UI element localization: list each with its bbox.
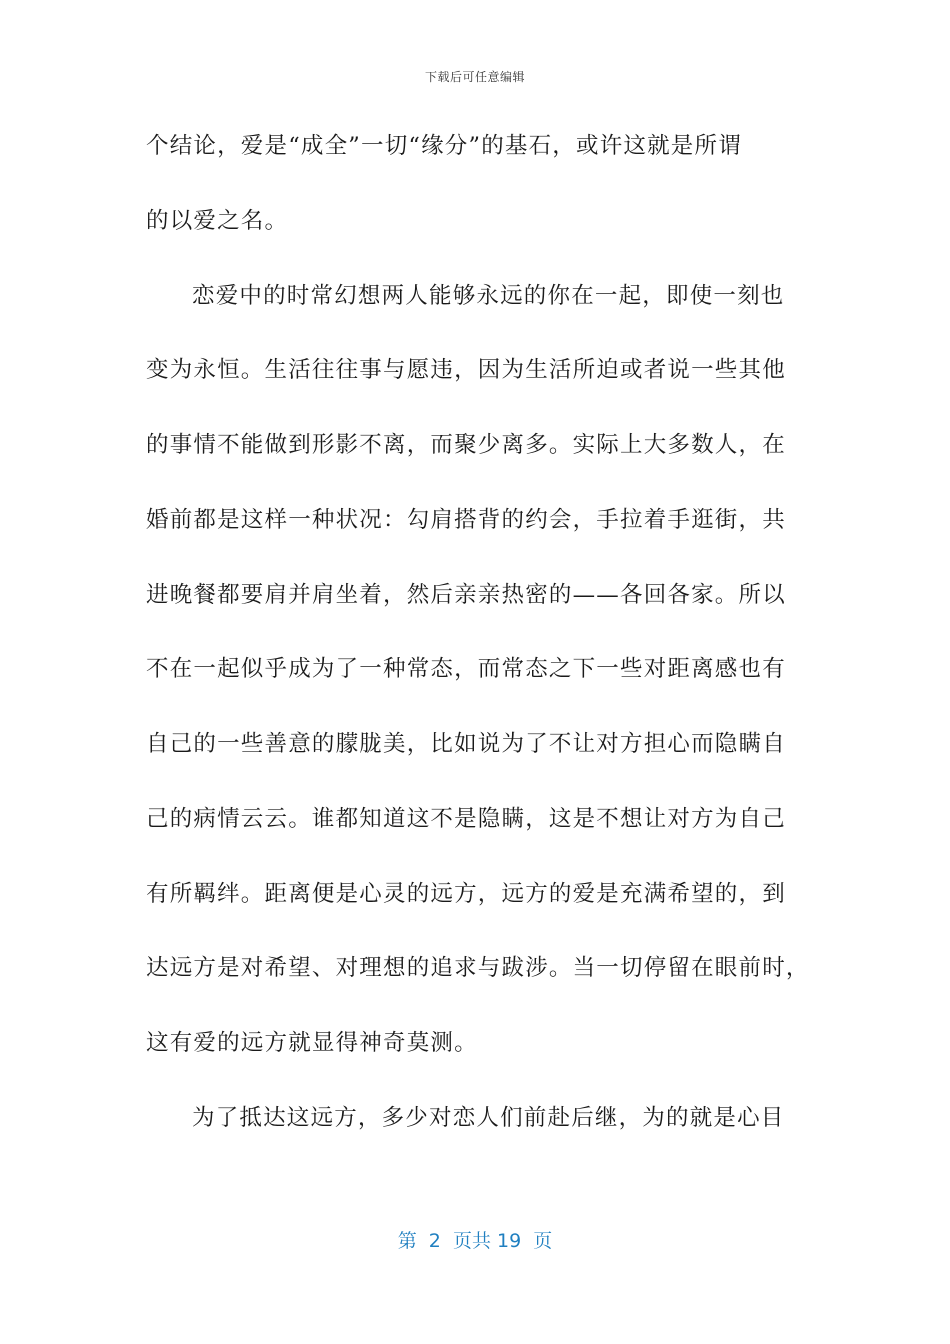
text-line: 有所羁绊。距离便是心灵的远方，远方的爱是充满希望的，到 [146, 881, 786, 907]
text-line: 自己的一些善意的朦胧美，比如说为了不让对方担心而隐瞒自 [146, 731, 786, 757]
page-number-footer: 第 2 页共 19 页 [397, 1230, 553, 1252]
text-line: 婚前都是这样一种状况：勾肩搭背的约会，手拉着手逛街，共 [146, 507, 786, 533]
text-line: 己的病情云云。谁都知道这不是隐瞒，这是不想让对方为自己 [146, 806, 786, 832]
text-line: 个结论，爱是“成全”一切“缘分”的基石，或许这就是所谓 [146, 133, 742, 159]
text-line: 变为永恒。生活往往事与愿违，因为生活所迫或者说一些其他 [146, 357, 786, 383]
text-line: 不在一起似乎成为了一种常态，而常态之下一些对距离感也有 [146, 656, 786, 682]
text-line: 进晚餐都要肩并肩坐着，然后亲亲热密的——各回各家。所以 [146, 582, 786, 608]
text-line: 达远方是对希望、对理想的追求与跋涉。当一切停留在眼前时， [146, 955, 810, 981]
header-note: 下载后可任意编辑 [424, 70, 525, 84]
text-line: 的事情不能做到形影不离，而聚少离多。实际上大多数人，在 [146, 432, 786, 458]
text-line: 的以爱之名。 [146, 208, 289, 234]
paragraph-start-line: 恋爱中的时常幻想两人能够永远的你在一起，即使一刻也 [192, 283, 785, 309]
paragraph-start-line: 为了抵达这远方，多少对恋人们前赴后继，为的就是心目 [192, 1105, 785, 1131]
text-line: 这有爱的远方就显得神奇莫测。 [146, 1030, 478, 1056]
